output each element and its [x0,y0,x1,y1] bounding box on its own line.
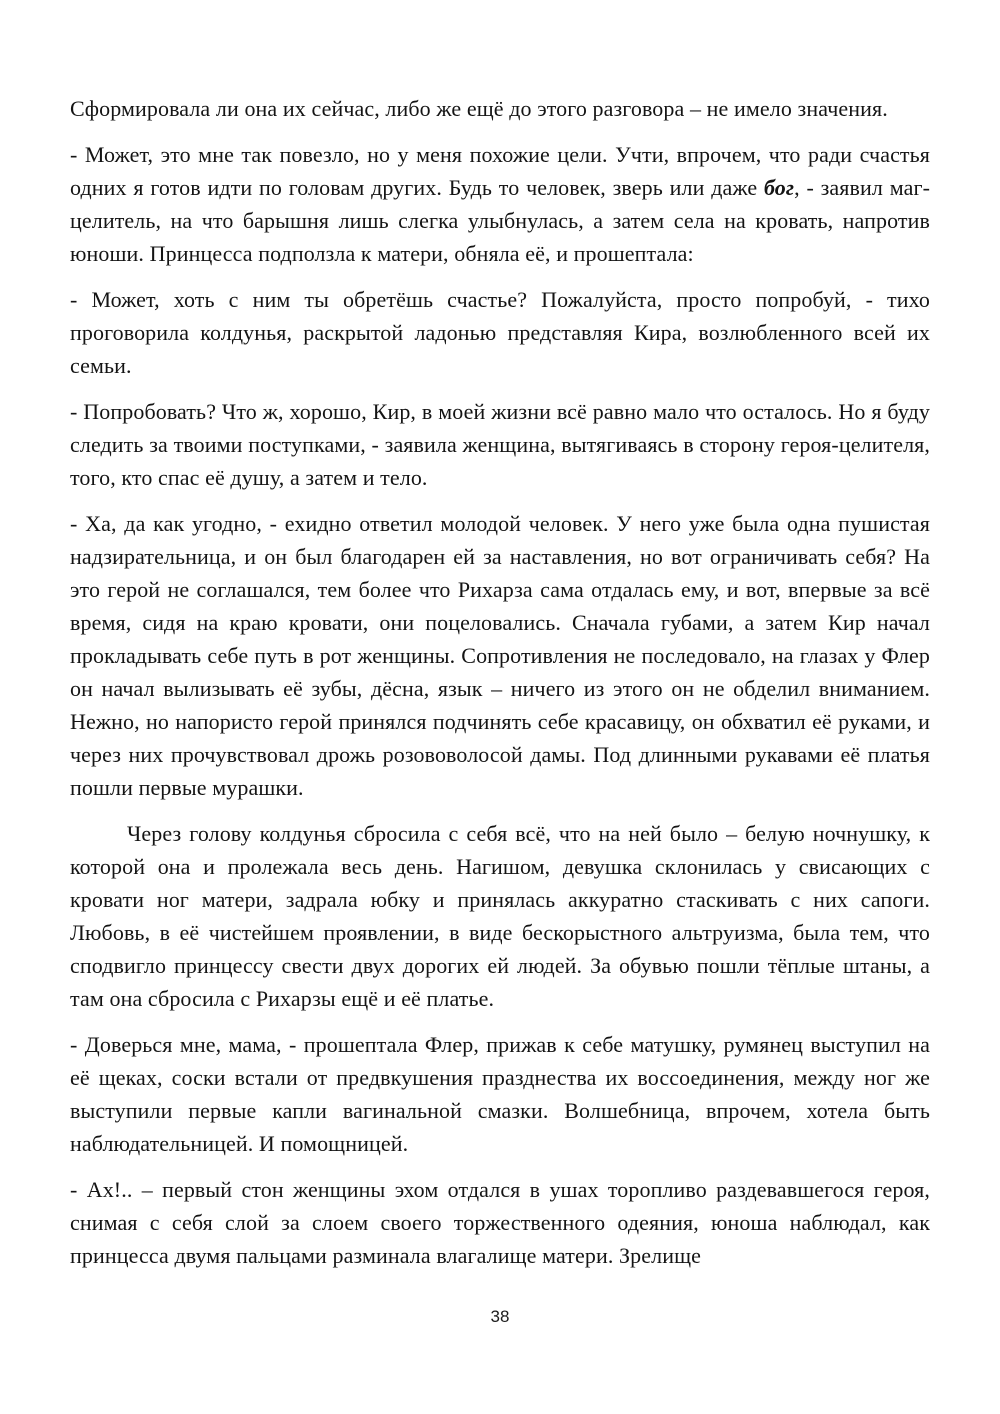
paragraph-1: Сформировала ли она их сейчас, либо же ещё до этого разговора – не имело значения. [70,96,888,121]
paragraph-2-text-before: - Может, это мне так повезло, но у меня похожие цели. Учти, впрочем, что ради счастья одних я готов идти по головам других. Будь то человек, зверь или даже [70,142,930,200]
paragraph-2-emphasis-word: бог [764,175,795,200]
paragraph-8: - Ах!.. – первый стон женщины эхом отдался в ушах торопливо раздевавшегося героя, снимая с себя слой за слоем своего торжественного одеяния, юноша наблюдал, как принцесса двумя пальцами разминала влагалище матери. Зрелище [70,1177,930,1268]
paragraph-2-text-after: , - заявил маг-целитель, на что барышня лишь слегка улыбнулась, а затем села на кровать, напротив юноши. Принцесса подползла к матери, обняла её, и прошептала: [70,175,930,266]
paragraph-4: - Попробовать? Что ж, хорошо, Кир, в моей жизни всё равно мало что осталось. Но я буду следить за твоими поступками, - заявила женщина, вытягиваясь в сторону героя-целителя, того, кто спас её душу, а затем и тело. [70,399,930,490]
paragraph-3: - Может, хоть с ним ты обретёшь счастье? Пожалуйста, просто попробуй, - тихо проговорила колдунья, раскрытой ладонью представляя Кира, возлюбленного всей их семьи. [70,287,930,378]
text-block [70,92,930,1285]
paragraph-6: Через голову колдунья сбросила с себя всё, что на ней было – белую ночнушку, к которой она и пролежала весь день. Нагишом, девушка склонилась у свисающих с кровати ног матери, задрала юбку и принялась аккуратно стаскивать с них сапоги. Любовь, в её чистейшем проявлении, в виде бескорыстного альтруизма, была тем, что сподвигло принцессу свести двух дорогих ей людей. За обувью пошли тёплые штаны, а там она сбросила с Рихарзы ещё и её платье. [70,821,930,1011]
page-number: 38 [490,1307,510,1326]
paragraph-2 [70,138,930,270]
paragraph-5: - Ха, да как угодно, - ехидно ответил молодой человек. У него уже была одна пушистая надзирательница, и он был благодарен ей за наставления, но вот ограничивать себя? На это герой не соглашался, тем более что Рихарза сама отдалась ему, и вот, впервые за всё время, сидя на краю кровати, они поцеловались. Сначала губами, а затем Кир начал прокладывать себе путь в рот женщины. Сопротивления не последовало, на глазах у Флер он начал вылизывать её зубы, дёсна, язык – ничего из этого он не обделил вниманием. Нежно, но напористо герой принялся подчинять себе красавицу, он обхватил её руками, и через них прочувствовал дрожь розововолосой дамы. Под длинными рукавами её платья пошли первые мурашки. [70,511,930,800]
paragraph-7: - Доверься мне, мама, - прошептала Флер, прижав к себе матушку, румянец выступил на её щеках, соски встали от предвкушения празднества их воссоединения, между ног же выступили первые капли вагинальной смазки. Волшебница, впрочем, хотела быть наблюдательницей. И помощницей. [70,1032,930,1156]
